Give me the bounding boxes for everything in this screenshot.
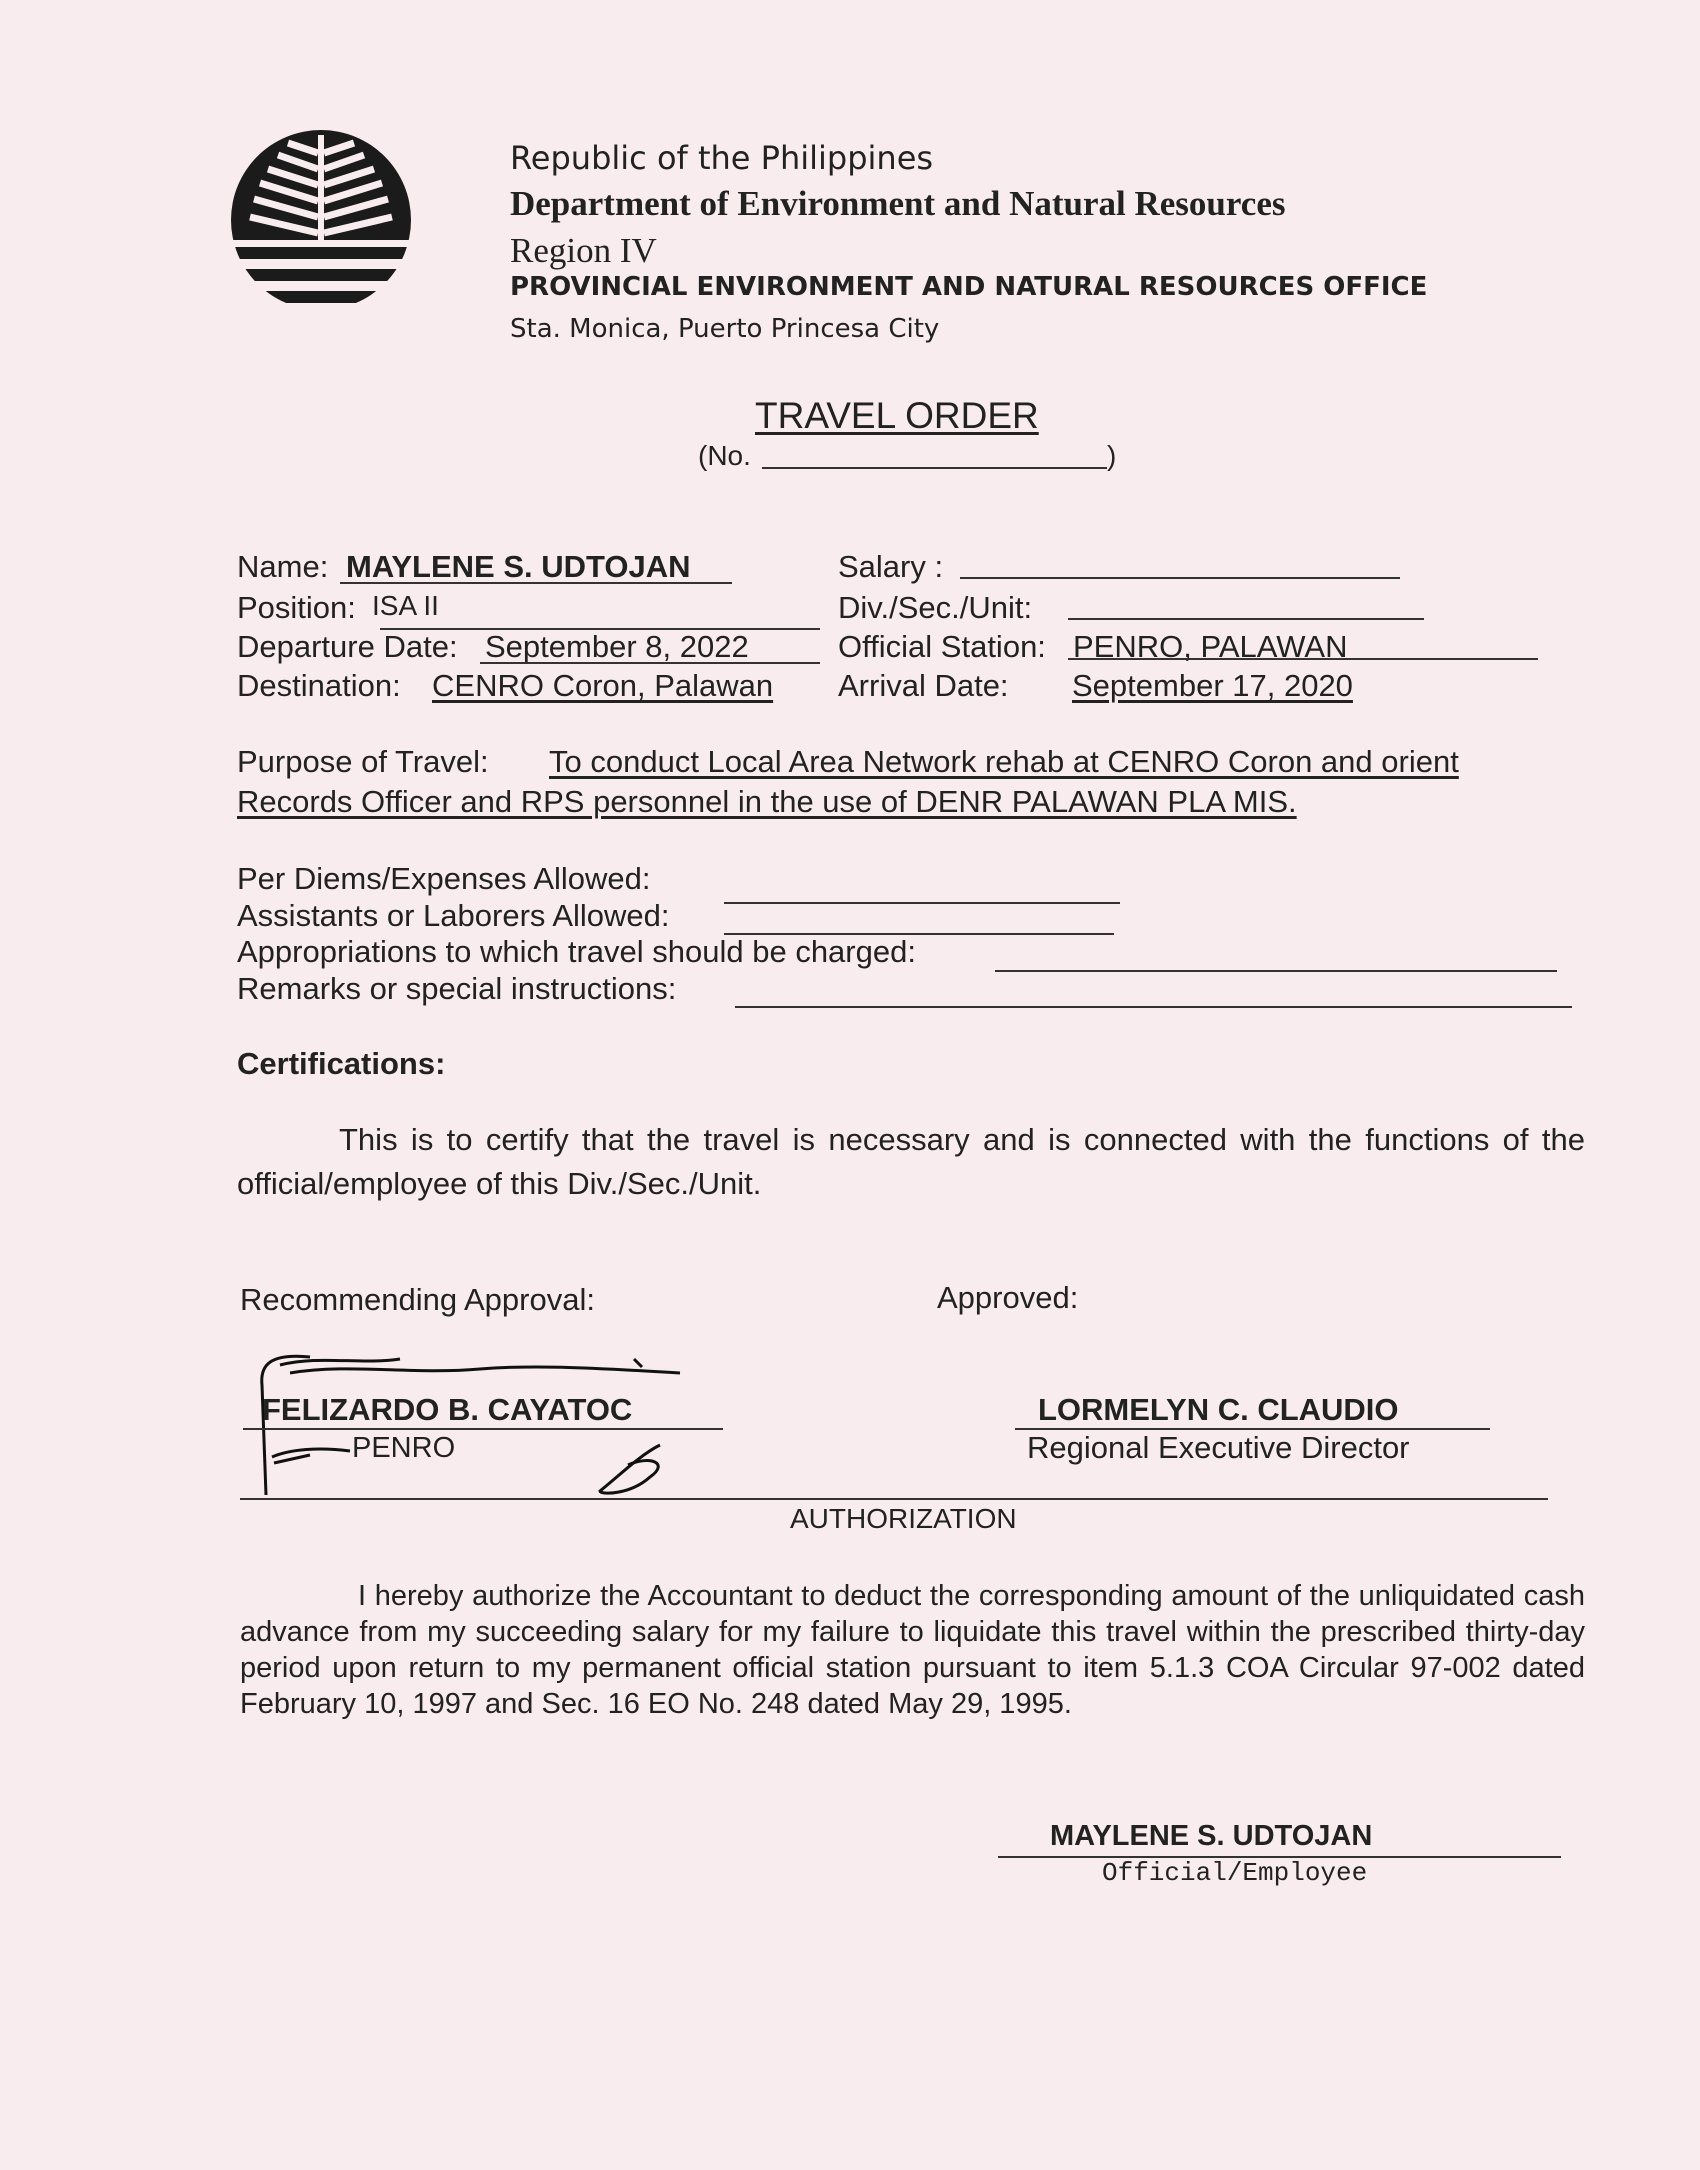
approver-name: LORMELYN C. CLAUDIO xyxy=(1038,1392,1399,1427)
recommender-line xyxy=(243,1428,723,1430)
office-address: Sta. Monica, Puerto Princesa City xyxy=(510,314,940,344)
remarks-label: Remarks or special instructions: xyxy=(237,971,677,1006)
station-line xyxy=(1068,658,1538,660)
destination-value: CENRO Coron, Palawan xyxy=(432,668,774,703)
position-label: Position: xyxy=(237,590,356,625)
office-name: PROVINCIAL ENVIRONMENT AND NATURAL RESOURCES OFFICE xyxy=(510,272,1428,302)
authorization-text: I hereby authorize the Accountant to deduct the corresponding amount of the unliquidated cash advance from my succeeding salary for my failure to liquidate this travel within the prescribed thirty-day period upon return to my permanent official station pursuant to item 5.1.3 COA Circular 97-002 dated February 10, 1997 and Sec. 16 EO No. 248 dated May 29, 1995. xyxy=(240,1580,1585,1720)
order-number-close: ) xyxy=(1107,440,1117,471)
appropriations-line xyxy=(995,970,1557,972)
republic-text: Republic of the Philippines xyxy=(510,139,934,177)
page-title: TRAVEL ORDER xyxy=(755,395,1039,436)
recommender-name: FELIZARDO B. CAYATOC xyxy=(262,1392,633,1427)
purpose-line-1: To conduct Local Area Network rehab at CENRO Coron and orient xyxy=(549,744,1459,779)
department-name: Department of Environment and Natural Resources xyxy=(510,184,1286,223)
name-line xyxy=(340,582,732,584)
departure-value: September 8, 2022 xyxy=(485,629,749,664)
recommending-label: Recommending Approval: xyxy=(240,1282,595,1317)
order-number-line xyxy=(762,467,1107,469)
per-diems-label: Per Diems/Expenses Allowed: xyxy=(237,861,651,896)
departure-line xyxy=(480,662,820,664)
approver-title: Regional Executive Director xyxy=(1027,1430,1410,1465)
station-value: PENRO, PALAWAN xyxy=(1073,629,1348,664)
certifications-heading: Certifications: xyxy=(237,1046,446,1081)
arrival-label: Arrival Date: xyxy=(838,668,1009,703)
purpose-label: Purpose of Travel: xyxy=(237,744,489,779)
departure-label: Departure Date: xyxy=(237,629,458,664)
appropriations-label: Appropriations to which travel should be charged: xyxy=(237,934,916,969)
position-value: ISA II xyxy=(372,590,439,621)
employee-name: MAYLENE S. UDTOJAN xyxy=(1050,1820,1373,1852)
remarks-line xyxy=(735,1006,1572,1008)
approved-label: Approved: xyxy=(937,1280,1079,1315)
authorization-divider xyxy=(240,1498,1548,1500)
arrival-value: September 17, 2020 xyxy=(1072,668,1353,703)
departure-line-top xyxy=(380,628,820,630)
divsec-line xyxy=(1068,618,1424,620)
name-label: Name: xyxy=(237,549,329,584)
order-number-open: (No. xyxy=(698,440,751,471)
station-label: Official Station: xyxy=(838,629,1046,664)
recommender-title: PENRO xyxy=(352,1432,456,1464)
name-value: MAYLENE S. UDTOJAN xyxy=(346,549,691,584)
certification-text: This is to certify that the travel is necessary and is connected with the functions of the official/employee of this Div./Sec./Unit. xyxy=(237,1122,1585,1201)
region-text: Region IV xyxy=(510,231,657,270)
salary-label: Salary : xyxy=(838,549,944,584)
denr-logo xyxy=(228,125,414,315)
destination-label: Destination: xyxy=(237,668,401,703)
divsec-label: Div./Sec./Unit: xyxy=(838,590,1033,625)
employee-title: Official/Employee xyxy=(1102,1858,1368,1888)
assistants-label: Assistants or Laborers Allowed: xyxy=(237,898,670,933)
per-diems-line xyxy=(724,902,1120,904)
authorization-heading: AUTHORIZATION xyxy=(790,1503,1017,1534)
purpose-line-2: Records Officer and RPS personnel in the use of DENR PALAWAN PLA MIS. xyxy=(237,784,1297,819)
salary-line xyxy=(960,577,1400,579)
